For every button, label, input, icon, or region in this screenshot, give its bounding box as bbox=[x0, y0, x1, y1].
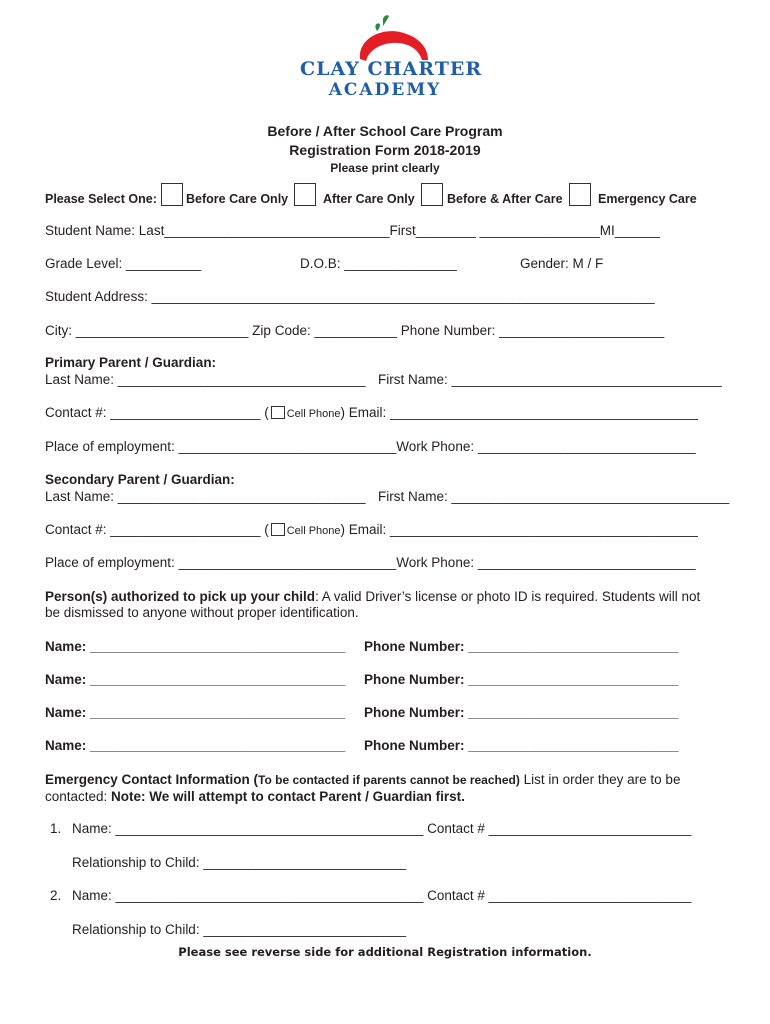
primary-contact-row bbox=[45, 405, 698, 421]
emergency-name-contact-field[interactable]: Name: _________________________________________ Contact # ___________________________ bbox=[72, 821, 692, 836]
primary-cell-phone-label: Cell Phone bbox=[286, 408, 341, 420]
pickup-phone-field[interactable]: Phone Number: ____________________________ bbox=[364, 705, 679, 720]
gender-field[interactable]: Gender: M / F bbox=[520, 256, 604, 271]
emergency-heading-line-1 bbox=[45, 772, 680, 787]
select-label: Please Select One: bbox=[45, 192, 157, 206]
emergency-heading-note: To be contacted if parents cannot be reached) bbox=[258, 773, 520, 787]
emergency-heading-line-2 bbox=[45, 789, 465, 804]
emergency-relationship-field[interactable]: Relationship to Child: ___________________________ bbox=[72, 922, 407, 937]
after-care-label: After Care Only bbox=[323, 192, 415, 206]
academy-logo bbox=[300, 14, 483, 114]
secondary-contact-field[interactable]: Contact #: ____________________ ( bbox=[45, 522, 269, 537]
pickup-heading: Person(s) authorized to pick up your child bbox=[45, 589, 316, 604]
emergency-care-checkbox[interactable] bbox=[569, 183, 591, 206]
city-zip-phone-field[interactable]: City: _______________________ Zip Code: ___________ Phone Number: ______________________ bbox=[45, 323, 665, 338]
pickup-phone-field[interactable]: Phone Number: ____________________________ bbox=[364, 672, 679, 687]
emergency-care-label: Emergency Care bbox=[598, 192, 697, 206]
before-care-checkbox[interactable] bbox=[161, 183, 183, 206]
print-instruction: Please print clearly bbox=[330, 161, 440, 175]
primary-email-field[interactable]: ) Email: _________________________________________ bbox=[340, 405, 698, 420]
emergency-number: 2. bbox=[50, 888, 62, 903]
before-care-label: Before Care Only bbox=[186, 192, 289, 206]
primary-contact-field[interactable]: Contact #: ____________________ ( bbox=[45, 405, 269, 420]
secondary-first-name-field[interactable]: First Name: _____________________________________ bbox=[378, 489, 730, 504]
emergency-heading-rest: List in order they are to be bbox=[519, 772, 681, 787]
emergency-contacted-text: contacted: bbox=[45, 789, 112, 804]
grade-level-field[interactable]: Grade Level: __________ bbox=[45, 256, 202, 271]
logo-line-1: CLAY CHARTER bbox=[300, 58, 483, 80]
logo-line-2: ACADEMY bbox=[328, 80, 442, 100]
form-title: Before / After School Care Program bbox=[267, 123, 503, 139]
dob-field[interactable]: D.O.B: _______________ bbox=[300, 256, 457, 271]
secondary-last-name-field[interactable]: Last Name: _________________________________ bbox=[45, 489, 366, 504]
student-name-field[interactable]: Student Name: Last______________________________First________ ________________MI______ bbox=[45, 223, 660, 238]
secondary-email-field[interactable]: ) Email: _________________________________________ bbox=[340, 522, 698, 537]
pickup-instruction-line-1 bbox=[45, 589, 700, 604]
pickup-phone-field[interactable]: Phone Number: ____________________________ bbox=[364, 639, 679, 654]
secondary-cell-phone-label: Cell Phone bbox=[286, 525, 341, 537]
primary-cell-phone-checkbox[interactable] bbox=[271, 406, 285, 419]
pickup-instruction-line-2: be dismissed to anyone without proper identification. bbox=[45, 605, 359, 620]
secondary-contact-row bbox=[45, 522, 698, 538]
reverse-side-note: Please see reverse side for additional Registration information. bbox=[178, 945, 592, 959]
before-after-care-checkbox[interactable] bbox=[421, 183, 443, 206]
pickup-name-field[interactable]: Name: __________________________________ bbox=[45, 738, 346, 753]
secondary-employment-field[interactable]: Place of employment: _____________________________Work Phone: _____________________________ bbox=[45, 555, 696, 570]
emergency-note: Note: We will attempt to contact Parent / Guardian first. bbox=[111, 789, 465, 804]
student-address-field[interactable]: Student Address: ___________________________________________________________________ bbox=[45, 289, 655, 304]
pickup-name-field[interactable]: Name: __________________________________ bbox=[45, 672, 346, 687]
pickup-name-field[interactable]: Name: __________________________________ bbox=[45, 705, 346, 720]
emergency-name-contact-field[interactable]: Name: _________________________________________ Contact # ___________________________ bbox=[72, 888, 692, 903]
emergency-number: 1. bbox=[50, 821, 62, 836]
pickup-name-field[interactable]: Name: __________________________________ bbox=[45, 639, 346, 654]
emergency-relationship-field[interactable]: Relationship to Child: ___________________________ bbox=[72, 855, 407, 870]
form-year-title: Registration Form 2018-2019 bbox=[289, 142, 481, 158]
primary-last-name-field[interactable]: Last Name: _________________________________ bbox=[45, 372, 366, 387]
secondary-parent-heading: Secondary Parent / Guardian: bbox=[45, 472, 235, 487]
emergency-heading: Emergency Contact Information ( bbox=[45, 772, 259, 787]
primary-first-name-field[interactable]: First Name: ____________________________________ bbox=[378, 372, 722, 387]
after-care-checkbox[interactable] bbox=[294, 183, 316, 206]
pickup-text-1: : A valid Driver’s license or photo ID is required. Students will not bbox=[315, 589, 701, 604]
primary-parent-heading: Primary Parent / Guardian: bbox=[45, 355, 217, 370]
primary-employment-field[interactable]: Place of employment: _____________________________Work Phone: _____________________________ bbox=[45, 439, 696, 454]
before-after-care-label: Before & After Care bbox=[447, 192, 563, 206]
secondary-cell-phone-checkbox[interactable] bbox=[271, 523, 285, 536]
pickup-phone-field[interactable]: Phone Number: ____________________________ bbox=[364, 738, 679, 753]
